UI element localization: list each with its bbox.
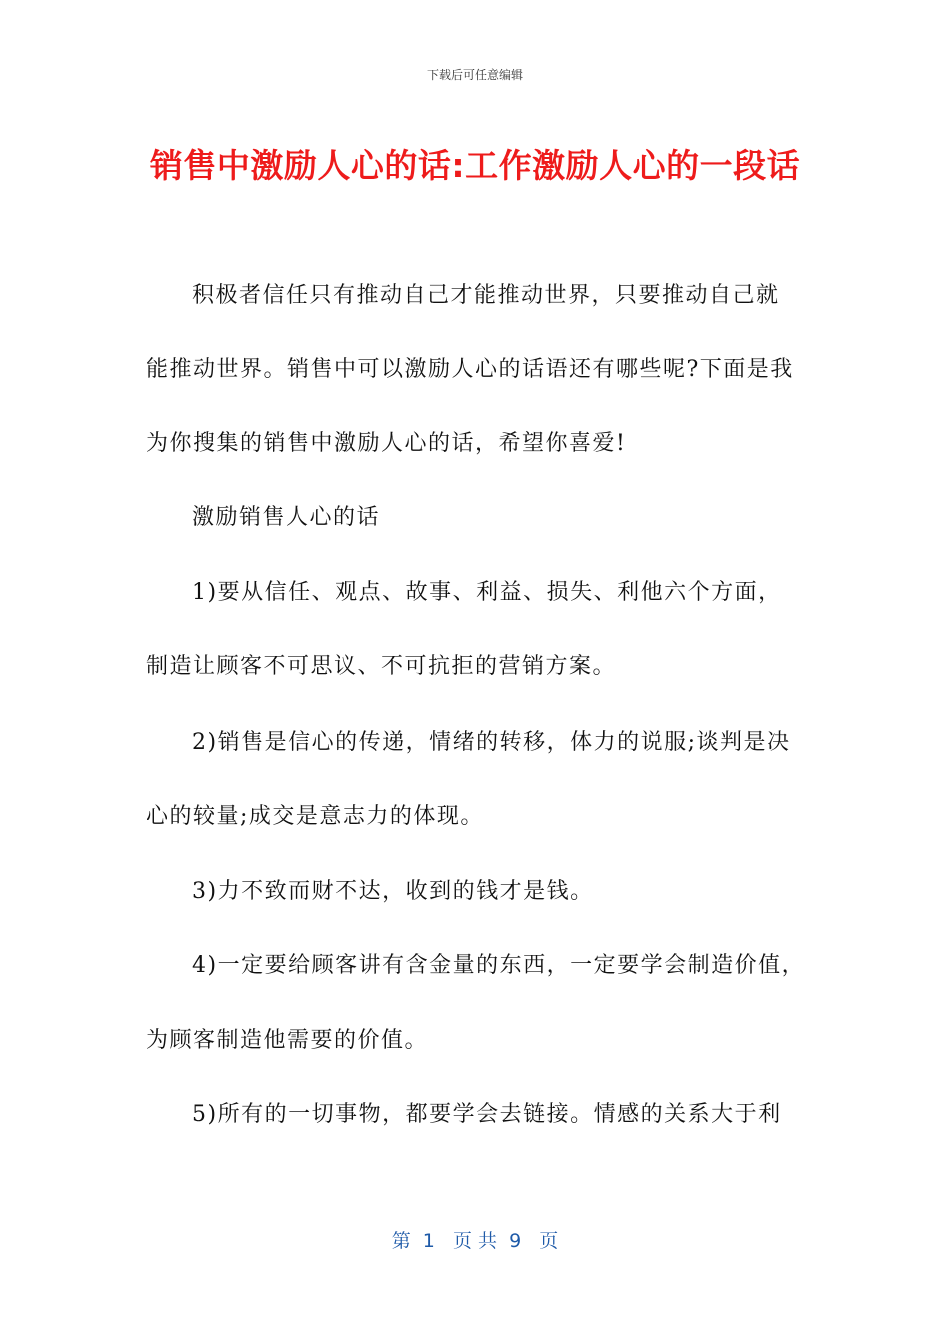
- paragraph-line: 5)所有的一切事物，都要学会去链接。情感的关系大于利: [192, 1102, 782, 1127]
- paragraph-line: 制造让顾客不可思议、不可抗拒的营销方案。: [146, 654, 617, 679]
- document-title: 销售中激励人心的话:工作激励人心的一段话: [149, 146, 801, 185]
- paragraph-line: 为顾客制造他需要的价值。: [146, 1028, 429, 1053]
- page-footer: 第 1 页 共 9 页: [391, 1230, 559, 1252]
- paragraph-line: 为你搜集的销售中激励人心的话，希望你喜爱!: [146, 431, 627, 456]
- paragraph-line: 3)力不致而财不达，收到的钱才是钱。: [192, 879, 594, 904]
- paragraph-line: 能推动世界。销售中可以激励人心的话语还有哪些呢?下面是我: [146, 357, 794, 382]
- header-note: 下载后可任意编辑: [426, 68, 523, 82]
- paragraph-line: 1)要从信任、观点、故事、利益、损失、利他六个方面，: [192, 580, 782, 605]
- paragraph-line: 2)销售是信心的传递，情绪的转移，体力的说服;谈判是决: [192, 730, 791, 755]
- paragraph-line: 心的较量;成交是意志力的体现。: [146, 804, 484, 829]
- paragraph-line: 4)一定要给顾客讲有含金量的东西，一定要学会制造价值，: [192, 953, 806, 978]
- paragraph-line: 积极者信任只有推动自己才能推动世界，只要推动自己就: [192, 283, 780, 308]
- section-heading: 激励销售人心的话: [192, 505, 381, 530]
